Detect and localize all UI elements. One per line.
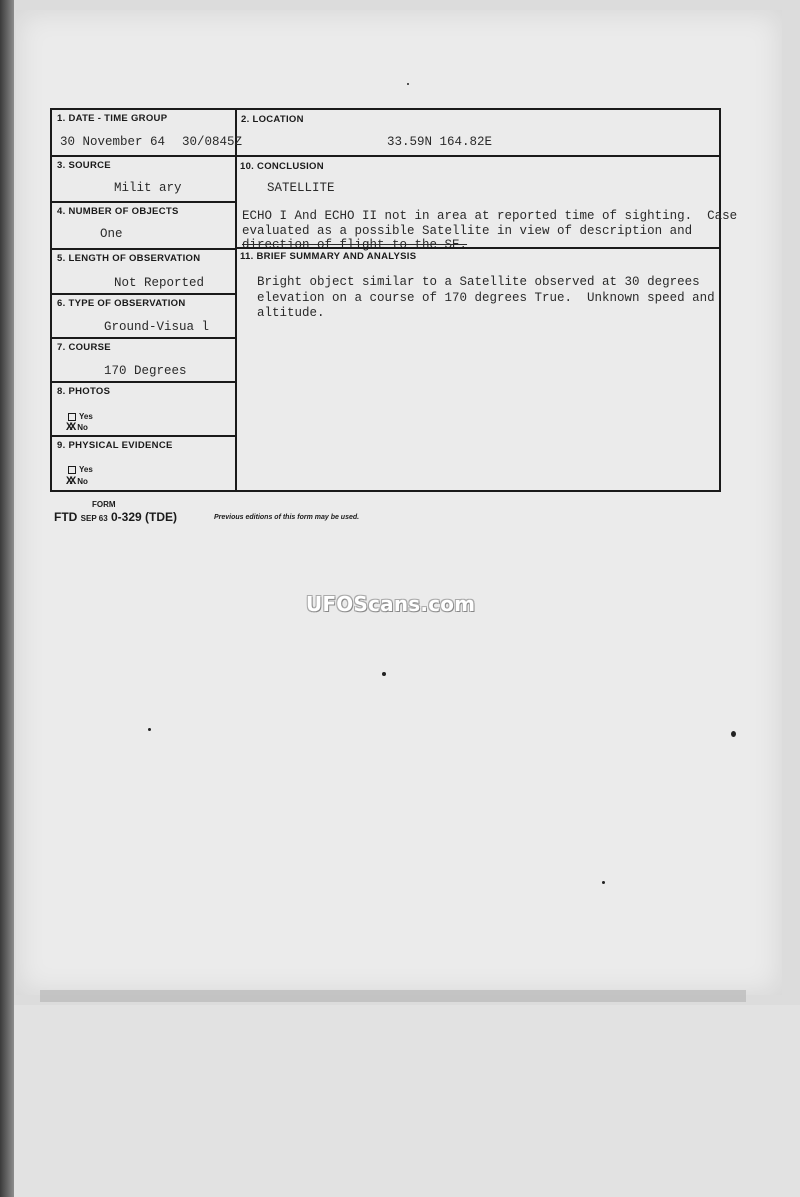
scan-speck bbox=[148, 728, 151, 731]
source-label: 3. SOURCE bbox=[57, 160, 111, 171]
location-label: 2. LOCATION bbox=[241, 114, 304, 125]
length-of-observation-value: Not Reported bbox=[114, 276, 205, 290]
date-value: 30 November 64 bbox=[60, 135, 166, 149]
source-value: Milit ary bbox=[114, 181, 182, 195]
footer-form-word: FORM bbox=[92, 500, 116, 509]
conclusion-line-2: evaluated as a possible Satellite in view of description and bbox=[242, 224, 693, 238]
footer-date: SEP 63 bbox=[80, 514, 108, 523]
conclusion-value: SATELLITE bbox=[267, 181, 335, 195]
number-of-objects-value: One bbox=[100, 227, 123, 241]
length-of-observation-cell bbox=[52, 250, 235, 295]
type-of-observation-cell bbox=[52, 295, 235, 339]
photos-label: 8. PHOTOS bbox=[57, 386, 111, 397]
footer-form-id bbox=[54, 510, 177, 524]
watermark: UFOScans.com bbox=[306, 592, 476, 616]
physical-evidence-no bbox=[66, 476, 88, 488]
number-of-objects-cell bbox=[52, 203, 235, 250]
type-of-observation-value: Ground-Visua l bbox=[104, 320, 210, 334]
physical-evidence-no-label: No bbox=[77, 477, 88, 486]
date-time-cell bbox=[52, 110, 243, 157]
physical-evidence-no-mark: XX bbox=[66, 476, 74, 488]
conclusion-label: 10. CONCLUSION bbox=[240, 161, 324, 172]
location-divider bbox=[237, 155, 719, 157]
lower-scan-area bbox=[14, 1005, 800, 1197]
summary-line-2: elevation on a course of 170 degrees True. Unknown speed and bbox=[257, 291, 715, 305]
photos-yes bbox=[68, 412, 93, 421]
left-column bbox=[52, 110, 243, 490]
footer-ftd: FTD bbox=[54, 510, 78, 524]
physical-evidence-label: 9. PHYSICAL EVIDENCE bbox=[57, 440, 173, 451]
scan-speck bbox=[602, 881, 605, 884]
footer-note: Previous editions of this form may be used. bbox=[214, 514, 360, 521]
scan-speck bbox=[731, 731, 736, 737]
photos-yes-checkbox bbox=[68, 413, 76, 421]
physical-evidence-cell bbox=[52, 437, 235, 492]
summary-divider bbox=[237, 247, 719, 249]
type-of-observation-label: 6. TYPE OF OBSERVATION bbox=[57, 298, 186, 309]
photos-no bbox=[66, 422, 88, 434]
location-value: 33.59N 164.82E bbox=[387, 135, 493, 149]
length-of-observation-label: 5. LENGTH OF OBSERVATION bbox=[57, 253, 201, 264]
summary-label: 11. BRIEF SUMMARY AND ANALYSIS bbox=[240, 251, 417, 262]
physical-evidence-yes-label: Yes bbox=[79, 465, 93, 474]
course-cell bbox=[52, 339, 235, 383]
summary-line-1: Bright object similar to a Satellite observed at 30 degrees bbox=[257, 275, 700, 289]
photos-yes-label: Yes bbox=[79, 412, 93, 421]
right-column bbox=[237, 110, 738, 490]
source-cell bbox=[52, 157, 235, 203]
summary-line-3: altitude. bbox=[257, 306, 325, 320]
footer-number: 0-329 (TDE) bbox=[111, 510, 178, 524]
course-value: 170 Degrees bbox=[104, 364, 187, 378]
physical-evidence-yes bbox=[68, 465, 93, 474]
number-of-objects-label: 4. NUMBER OF OBJECTS bbox=[57, 206, 179, 217]
conclusion-line-1: ECHO I And ECHO II not in area at reported time of sighting. Case bbox=[242, 209, 738, 223]
date-time-label: 1. DATE - TIME GROUP bbox=[57, 113, 168, 124]
time-value: 30/0845Z bbox=[182, 135, 243, 149]
physical-evidence-yes-checkbox bbox=[68, 466, 76, 474]
photos-no-mark: XX bbox=[66, 422, 74, 434]
conclusion-line-3: direction of flight to the SE. bbox=[242, 238, 468, 252]
scan-speck bbox=[407, 83, 409, 85]
scan-speck bbox=[382, 672, 386, 676]
page-edge-shadow bbox=[40, 990, 746, 1002]
course-label: 7. COURSE bbox=[57, 342, 111, 353]
photos-no-label: No bbox=[77, 423, 88, 432]
photos-cell bbox=[52, 383, 235, 437]
project-record-form bbox=[50, 108, 738, 492]
film-edge bbox=[0, 0, 14, 1197]
